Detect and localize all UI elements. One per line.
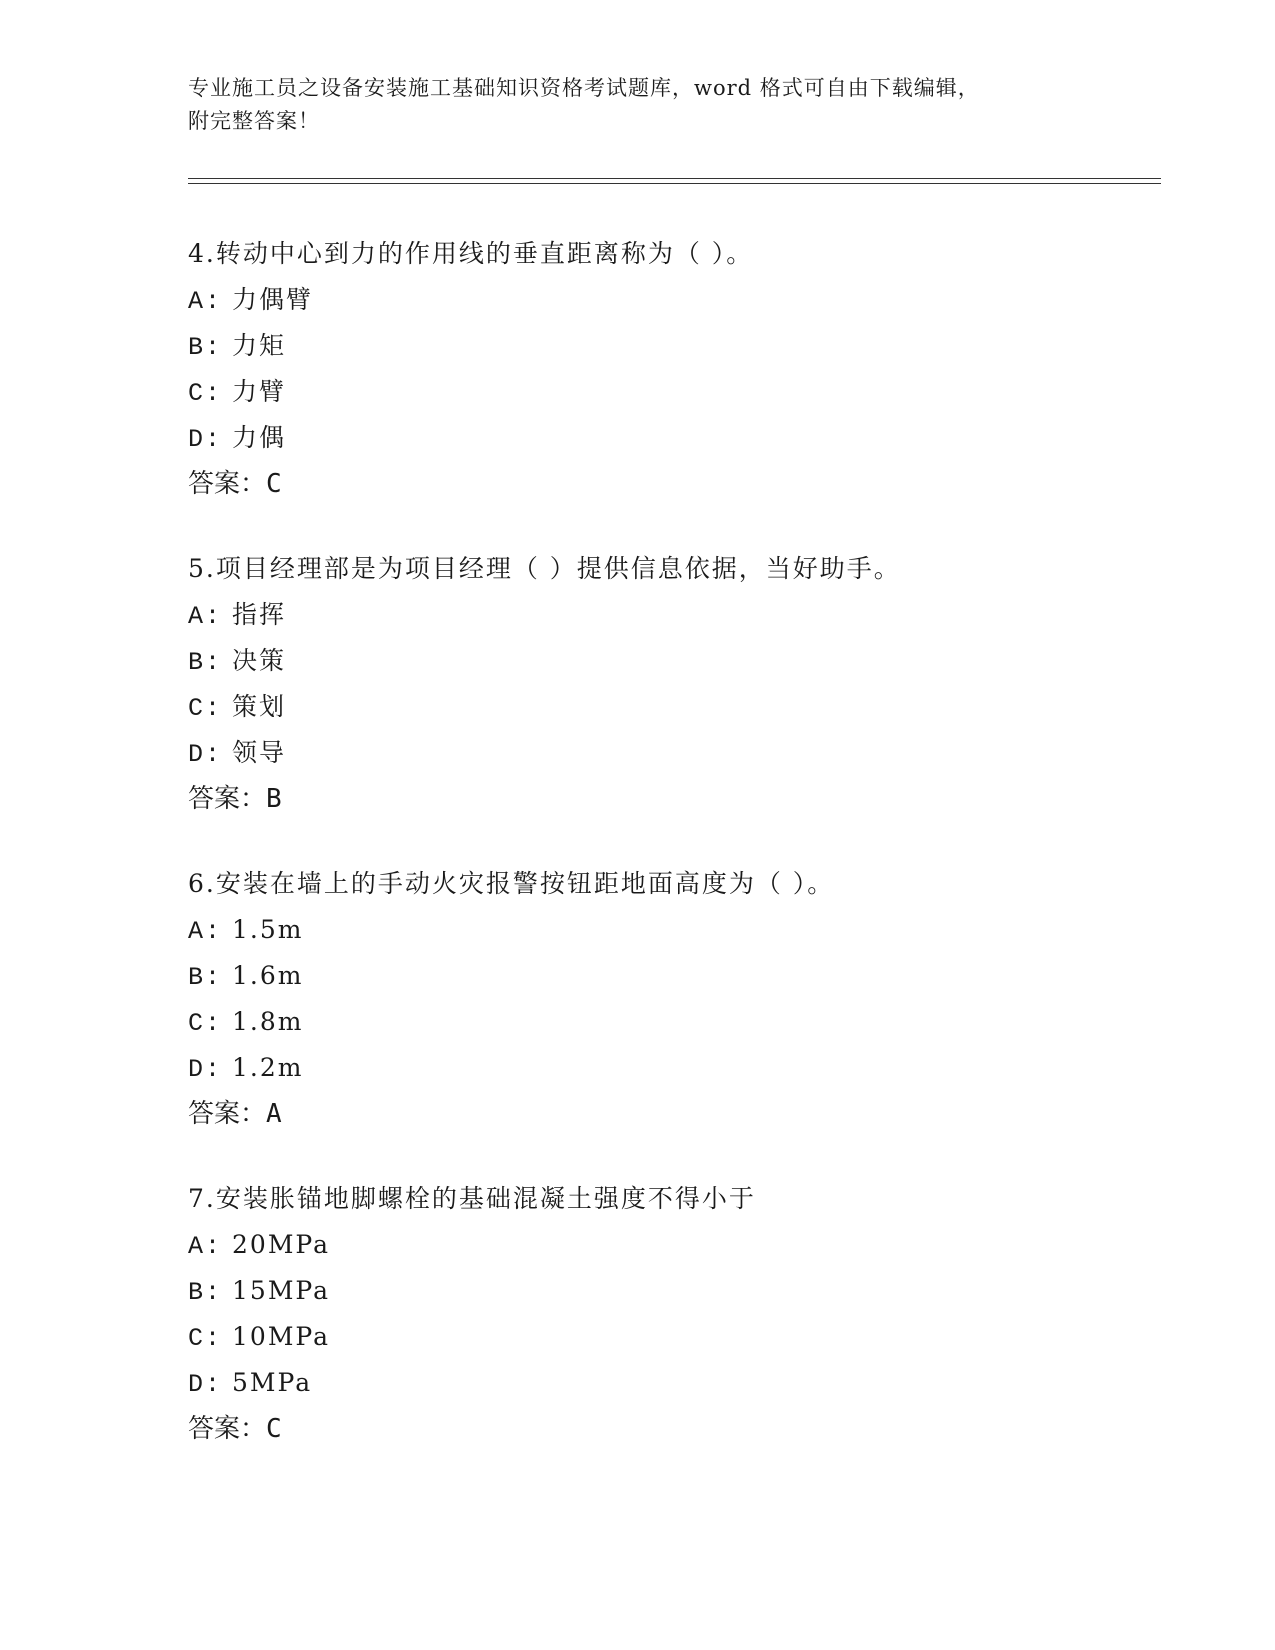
option-b: [188, 1275, 1148, 1321]
answer: [188, 1098, 1148, 1138]
option-letter: C:: [188, 1009, 223, 1038]
option-letter: D:: [188, 1370, 223, 1399]
option-letter: C:: [188, 1324, 223, 1353]
option-b: [188, 330, 1148, 376]
header-line-2: 附完整答案！: [188, 109, 320, 133]
option-d: [188, 422, 1148, 468]
option-text: 决策: [232, 646, 287, 675]
answer-label: 答案：: [188, 784, 267, 814]
option-letter: D:: [188, 1055, 223, 1084]
answer-label: 答案：: [188, 1099, 267, 1129]
header-line-1: 专业施工员之设备安装施工基础知识资格考试题库，word 格式可自由下载编辑，: [188, 76, 980, 100]
question-stem: 4.转动中心到力的作用线的垂直距离称为（ ）。: [188, 239, 754, 268]
option-a: [188, 599, 1148, 645]
question-stem: 7.安装胀锚地脚螺栓的基础混凝土强度不得小于: [188, 1184, 756, 1213]
option-letter: A:: [188, 287, 223, 316]
option-d: [188, 1367, 1148, 1413]
option-text: 策划: [232, 692, 287, 721]
option-text: 力矩: [232, 331, 287, 360]
option-text: 指挥: [232, 600, 287, 629]
answer-label: 答案：: [188, 1414, 267, 1444]
question-5: [188, 553, 1148, 823]
option-text: 1.6m: [232, 961, 304, 990]
answer: [188, 1413, 1148, 1453]
option-letter: C:: [188, 694, 223, 723]
option-text: 1.8m: [232, 1007, 304, 1036]
document-header: [188, 72, 1088, 138]
question-stem: 5.项目经理部是为项目经理（ ）提供信息依据，当好助手。: [188, 554, 901, 583]
question-6: [188, 868, 1148, 1138]
option-c: [188, 1006, 1148, 1052]
option-letter: B:: [188, 333, 223, 362]
option-text: 领导: [232, 738, 287, 767]
option-a: [188, 1229, 1148, 1275]
answer: [188, 783, 1148, 823]
header-divider-bottom: [188, 183, 1161, 184]
option-letter: A:: [188, 917, 223, 946]
option-text: 5MPa: [232, 1368, 313, 1397]
option-a: [188, 914, 1148, 960]
header-divider-top: [188, 178, 1161, 179]
answer-value: A: [266, 1099, 282, 1129]
option-letter: A:: [188, 602, 223, 631]
option-text: 15MPa: [232, 1276, 331, 1305]
question-4: [188, 238, 1148, 508]
option-text: 力偶臂: [232, 285, 314, 314]
option-letter: B:: [188, 963, 223, 992]
option-d: [188, 1052, 1148, 1098]
question-stem: 6.安装在墙上的手动火灾报警按钮距地面高度为（ ）。: [188, 869, 835, 898]
option-letter: D:: [188, 425, 223, 454]
option-a: [188, 284, 1148, 330]
option-letter: D:: [188, 740, 223, 769]
option-letter: B:: [188, 1278, 223, 1307]
option-c: [188, 376, 1148, 422]
answer-label: 答案：: [188, 469, 267, 499]
option-text: 1.5m: [232, 915, 304, 944]
option-letter: A:: [188, 1232, 223, 1261]
option-b: [188, 645, 1148, 691]
option-text: 1.2m: [232, 1053, 304, 1082]
answer-value: B: [266, 784, 282, 814]
answer: [188, 468, 1148, 508]
option-text: 20MPa: [232, 1230, 331, 1259]
option-c: [188, 1321, 1148, 1367]
answer-value: C: [266, 469, 282, 499]
option-text: 10MPa: [232, 1322, 331, 1351]
option-b: [188, 960, 1148, 1006]
option-text: 力偶: [232, 423, 287, 452]
option-text: 力臂: [232, 377, 287, 406]
option-letter: C:: [188, 379, 223, 408]
answer-value: C: [266, 1414, 282, 1444]
option-c: [188, 691, 1148, 737]
option-letter: B:: [188, 648, 223, 677]
option-d: [188, 737, 1148, 783]
question-7: [188, 1183, 1148, 1453]
